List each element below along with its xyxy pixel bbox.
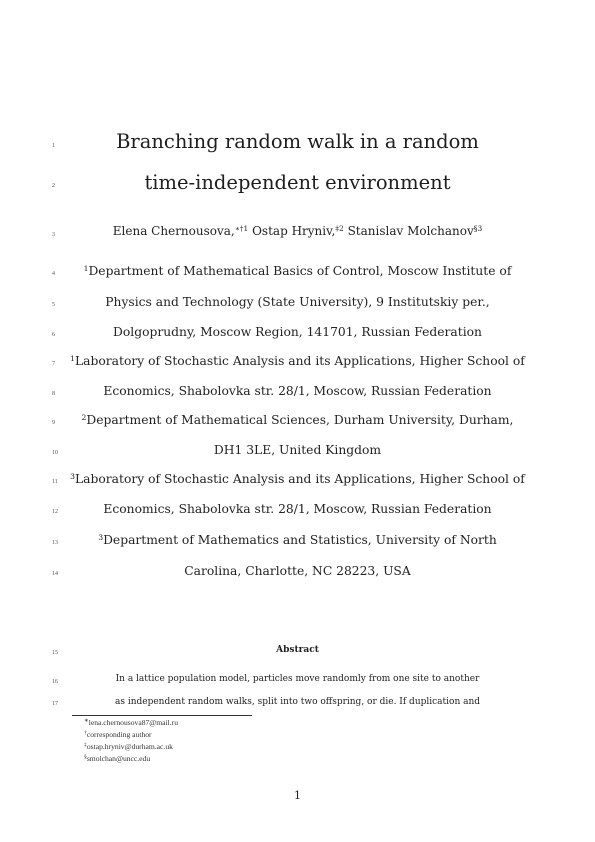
line-number: 2	[52, 183, 55, 189]
line-number: 4	[52, 271, 55, 277]
line-number: 6	[52, 332, 55, 338]
author-name: Elena Chernousova,	[112, 224, 235, 238]
line-number: 13	[52, 540, 58, 546]
footnote-rule	[72, 715, 252, 716]
author-name: Stanislav Molchanov	[347, 224, 474, 238]
affiliation-line: Physics and Technology (State University), 9 Institutskiy per.,	[105, 295, 490, 309]
affiliation-line: $^3$Department of Mathematics and Statistics, University of North	[98, 532, 497, 547]
abstract-line: as independent random walks, split into two offspring, or die. If duplication and	[114, 697, 481, 707]
line-number: 3	[52, 232, 55, 238]
line-number: 12	[52, 509, 58, 515]
author-list	[60, 224, 535, 238]
affiliation-line: $^2$Department of Mathematical Sciences, Durham University, Durham,	[81, 412, 514, 427]
footnote: ‡ostap.hryniv@durham.ac.uk	[84, 741, 173, 751]
affiliation-line: Economics, Shabolovka str. 28/1, Moscow, Russian Federation	[103, 502, 492, 516]
affiliation-mark: 3	[98, 532, 104, 542]
abstract-heading: Abstract	[276, 645, 319, 655]
footnote: §smolchan@uncc.edu	[84, 753, 151, 763]
line-number: 17	[52, 701, 58, 707]
author-mark: ∗†1	[234, 223, 249, 233]
line-number: 7	[52, 361, 55, 367]
affiliation-line: $^1$Department of Mathematical Basics of Control, Moscow Institute of	[83, 263, 512, 278]
line-number: 11	[52, 479, 58, 485]
affiliation-line: $^1$Laboratory of Stochastic Analysis and its Applications, Higher School of	[70, 353, 525, 368]
line-number: 10	[52, 450, 58, 456]
paper-title-line: Branching random walk in a random	[116, 130, 479, 153]
affiliation-mark: 2	[81, 412, 87, 422]
author-mark: §3	[473, 223, 483, 233]
footnote: ∗lena.chernousova87@mail.ru	[84, 717, 178, 727]
affiliation-line: DH1 3LE, United Kingdom	[213, 443, 382, 457]
affiliation-mark: 1	[70, 353, 76, 363]
line-number: 15	[52, 650, 58, 656]
affiliation-mark: 1	[83, 263, 89, 273]
line-number: 1	[52, 143, 55, 149]
affiliation-line: $^3$Laboratory of Stochastic Analysis and its Applications, Higher School of	[70, 471, 525, 486]
author-mark: ‡2	[335, 223, 344, 233]
line-number: 14	[52, 571, 58, 577]
page-number: 1	[294, 789, 301, 802]
line-number: 5	[52, 302, 55, 308]
affiliation-line: Carolina, Charlotte, NC 28223, USA	[184, 564, 411, 578]
line-number: 9	[52, 420, 55, 426]
footnote: †corresponding author	[84, 729, 152, 739]
paper-title-line: time-independent environment	[144, 171, 451, 194]
affiliation-line: Economics, Shabolovka str. 28/1, Moscow, Russian Federation	[103, 384, 492, 398]
line-number: 8	[52, 391, 55, 397]
author-name: Ostap Hryniv,	[252, 224, 336, 238]
line-number: 16	[52, 679, 58, 685]
abstract-line: In a lattice population model, particles move randomly from one site to another	[115, 674, 480, 684]
affiliation-line: Dolgoprudny, Moscow Region, 141701, Russian Federation	[113, 325, 482, 339]
affiliation-mark: 3	[70, 471, 76, 481]
